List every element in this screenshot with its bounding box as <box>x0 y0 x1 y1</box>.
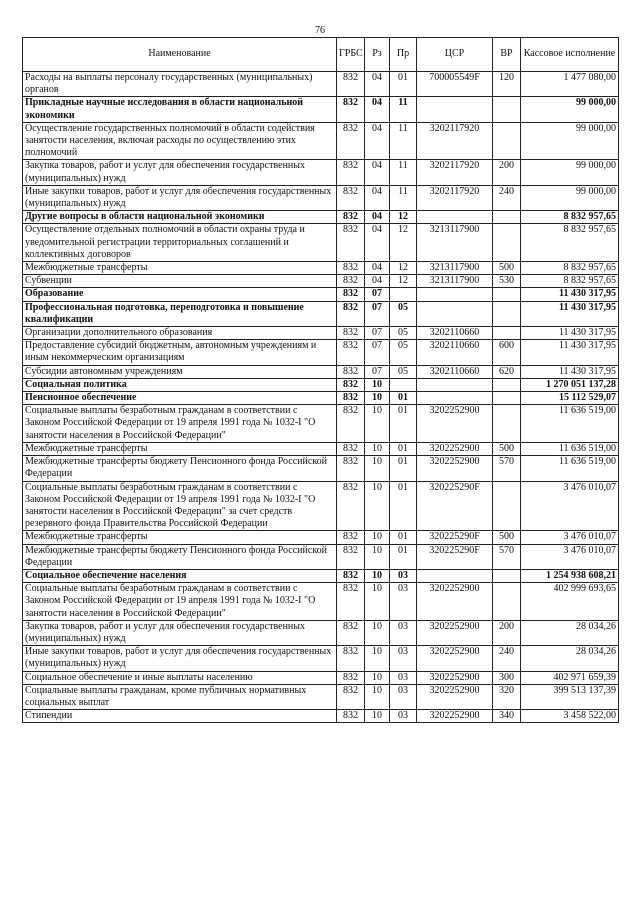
row-rz: 07 <box>365 288 390 301</box>
row-grbs: 832 <box>337 301 365 326</box>
row-csr: 3202252900 <box>417 405 493 443</box>
table-header-row <box>23 38 619 72</box>
row-rz: 04 <box>365 160 390 185</box>
row-vr: 500 <box>493 531 521 544</box>
row-csr: 320225290F <box>417 531 493 544</box>
header-amount: Кассовое исполнение <box>521 38 619 72</box>
row-amount: 8 832 957,65 <box>521 224 619 262</box>
row-amount: 399 513 137,39 <box>521 684 619 709</box>
row-csr <box>417 288 493 301</box>
row-rz: 04 <box>365 185 390 210</box>
row-vr <box>493 211 521 224</box>
row-amount: 11 636 519,00 <box>521 456 619 481</box>
row-name: Межбюджетные трансферты бюджету Пенсионного фонда Российской Федерации <box>23 456 337 481</box>
row-name: Стипендии <box>23 710 337 723</box>
row-grbs: 832 <box>337 185 365 210</box>
row-csr: 700005549F <box>417 72 493 97</box>
table-row <box>23 185 619 210</box>
row-grbs: 832 <box>337 710 365 723</box>
row-vr <box>493 405 521 443</box>
table-row <box>23 365 619 378</box>
row-csr: 3202110660 <box>417 365 493 378</box>
row-name: Субсидии автономным учреждениям <box>23 365 337 378</box>
row-rz: 04 <box>365 275 390 288</box>
row-grbs: 832 <box>337 340 365 365</box>
row-amount: 11 430 317,95 <box>521 327 619 340</box>
row-vr <box>493 392 521 405</box>
row-pr: 03 <box>390 710 417 723</box>
row-csr: 3202252900 <box>417 684 493 709</box>
row-grbs: 832 <box>337 671 365 684</box>
row-grbs: 832 <box>337 531 365 544</box>
row-amount: 15 112 529,07 <box>521 392 619 405</box>
row-pr <box>390 378 417 391</box>
row-rz: 10 <box>365 378 390 391</box>
row-vr: 240 <box>493 646 521 671</box>
row-grbs: 832 <box>337 684 365 709</box>
row-rz: 10 <box>365 442 390 455</box>
row-amount: 3 476 010,07 <box>521 531 619 544</box>
row-grbs: 832 <box>337 224 365 262</box>
row-grbs: 832 <box>337 405 365 443</box>
row-amount: 11 430 317,95 <box>521 365 619 378</box>
row-name: Межбюджетные трансферты <box>23 531 337 544</box>
row-rz: 10 <box>365 671 390 684</box>
table-row <box>23 583 619 621</box>
row-pr: 05 <box>390 327 417 340</box>
row-vr: 120 <box>493 72 521 97</box>
row-grbs: 832 <box>337 442 365 455</box>
row-csr: 3202252900 <box>417 710 493 723</box>
row-grbs: 832 <box>337 583 365 621</box>
table-row <box>23 378 619 391</box>
row-amount: 8 832 957,65 <box>521 211 619 224</box>
row-rz: 10 <box>365 456 390 481</box>
row-vr: 340 <box>493 710 521 723</box>
table-row <box>23 531 619 544</box>
row-pr: 01 <box>390 481 417 531</box>
row-amount: 8 832 957,65 <box>521 275 619 288</box>
row-name: Образование <box>23 288 337 301</box>
row-vr <box>493 224 521 262</box>
row-vr: 320 <box>493 684 521 709</box>
header-csr: ЦСР <box>417 38 493 72</box>
row-rz: 04 <box>365 211 390 224</box>
row-vr <box>493 97 521 122</box>
row-vr <box>493 569 521 582</box>
table-row <box>23 211 619 224</box>
header-grbs: ГРБС <box>337 38 365 72</box>
row-name: Межбюджетные трансферты <box>23 442 337 455</box>
row-vr: 570 <box>493 544 521 569</box>
row-csr: 320225290F <box>417 481 493 531</box>
row-rz: 07 <box>365 340 390 365</box>
table-row <box>23 646 619 671</box>
row-name: Предоставление субсидий бюджетным, автономным учреждениям и иным некоммерческим организациям <box>23 340 337 365</box>
row-grbs: 832 <box>337 569 365 582</box>
row-grbs: 832 <box>337 481 365 531</box>
row-pr: 03 <box>390 569 417 582</box>
header-pr: Пр <box>390 38 417 72</box>
row-csr: 3202110660 <box>417 340 493 365</box>
row-rz: 10 <box>365 392 390 405</box>
row-grbs: 832 <box>337 72 365 97</box>
row-csr <box>417 378 493 391</box>
row-csr: 3213117900 <box>417 262 493 275</box>
row-csr: 320225290F <box>417 544 493 569</box>
row-amount: 3 458 522,00 <box>521 710 619 723</box>
page-number: 76 <box>315 25 325 36</box>
row-grbs: 832 <box>337 211 365 224</box>
row-name: Организации дополнительного образования <box>23 327 337 340</box>
row-csr: 3202110660 <box>417 327 493 340</box>
row-amount: 11 430 317,95 <box>521 301 619 326</box>
row-pr: 05 <box>390 301 417 326</box>
row-name: Социальное обеспечение и иные выплаты населению <box>23 671 337 684</box>
row-pr: 11 <box>390 160 417 185</box>
header-name: Наименование <box>23 38 337 72</box>
row-csr: 3202117920 <box>417 160 493 185</box>
row-csr: 3213117900 <box>417 275 493 288</box>
table-row <box>23 340 619 365</box>
row-grbs: 832 <box>337 646 365 671</box>
row-grbs: 832 <box>337 365 365 378</box>
table-row <box>23 275 619 288</box>
row-vr: 240 <box>493 185 521 210</box>
row-rz: 10 <box>365 710 390 723</box>
row-amount: 3 476 010,07 <box>521 481 619 531</box>
table-row <box>23 301 619 326</box>
row-amount: 402 999 693,65 <box>521 583 619 621</box>
row-rz: 10 <box>365 569 390 582</box>
row-vr: 300 <box>493 671 521 684</box>
row-pr: 01 <box>390 544 417 569</box>
row-pr: 03 <box>390 671 417 684</box>
row-grbs: 832 <box>337 288 365 301</box>
row-name: Профессиональная подготовка, переподготовка и повышение квалификации <box>23 301 337 326</box>
row-vr: 600 <box>493 340 521 365</box>
table-row <box>23 710 619 723</box>
table-row <box>23 392 619 405</box>
row-pr: 03 <box>390 684 417 709</box>
table-row <box>23 72 619 97</box>
row-csr: 3213117900 <box>417 224 493 262</box>
row-name: Иные закупки товаров, работ и услуг для обеспечения государственных (муниципальных) нужд <box>23 185 337 210</box>
row-amount: 11 430 317,95 <box>521 288 619 301</box>
row-name: Межбюджетные трансферты <box>23 262 337 275</box>
row-grbs: 832 <box>337 97 365 122</box>
row-amount: 1 254 938 608,21 <box>521 569 619 582</box>
row-csr <box>417 569 493 582</box>
row-amount: 11 636 519,00 <box>521 405 619 443</box>
row-pr: 11 <box>390 97 417 122</box>
table-row <box>23 262 619 275</box>
row-amount: 402 971 659,39 <box>521 671 619 684</box>
row-name: Закупка товаров, работ и услуг для обеспечения государственных (муниципальных) нужд <box>23 620 337 645</box>
row-name: Расходы на выплаты персоналу государственных (муниципальных) органов <box>23 72 337 97</box>
row-pr: 01 <box>390 392 417 405</box>
row-pr: 11 <box>390 185 417 210</box>
row-csr: 3202117920 <box>417 122 493 160</box>
row-pr: 03 <box>390 620 417 645</box>
row-pr: 01 <box>390 442 417 455</box>
row-name: Другие вопросы в области национальной экономики <box>23 211 337 224</box>
row-rz: 07 <box>365 301 390 326</box>
row-amount: 1 270 051 137,28 <box>521 378 619 391</box>
row-csr <box>417 301 493 326</box>
row-vr <box>493 122 521 160</box>
row-amount: 28 034,26 <box>521 620 619 645</box>
row-pr: 05 <box>390 340 417 365</box>
row-rz: 04 <box>365 122 390 160</box>
row-rz: 10 <box>365 405 390 443</box>
table-row <box>23 671 619 684</box>
row-pr: 12 <box>390 275 417 288</box>
row-csr: 3202252900 <box>417 583 493 621</box>
table-row <box>23 456 619 481</box>
row-name: Межбюджетные трансферты бюджету Пенсионного фонда Российской Федерации <box>23 544 337 569</box>
table-row <box>23 288 619 301</box>
row-vr <box>493 481 521 531</box>
row-rz: 04 <box>365 224 390 262</box>
table-body <box>23 72 619 723</box>
row-pr: 12 <box>390 262 417 275</box>
row-amount: 99 000,00 <box>521 185 619 210</box>
row-grbs: 832 <box>337 160 365 185</box>
row-pr: 03 <box>390 583 417 621</box>
row-amount: 11 636 519,00 <box>521 442 619 455</box>
row-name: Закупка товаров, работ и услуг для обеспечения государственных (муниципальных) нужд <box>23 160 337 185</box>
row-pr: 01 <box>390 72 417 97</box>
row-rz: 10 <box>365 481 390 531</box>
row-amount: 99 000,00 <box>521 160 619 185</box>
row-name: Иные закупки товаров, работ и услуг для обеспечения государственных (муниципальных) нужд <box>23 646 337 671</box>
table-row <box>23 481 619 531</box>
row-pr: 01 <box>390 405 417 443</box>
table-row <box>23 620 619 645</box>
row-csr: 3202252900 <box>417 442 493 455</box>
row-rz: 10 <box>365 646 390 671</box>
row-vr <box>493 301 521 326</box>
row-vr: 200 <box>493 160 521 185</box>
row-grbs: 832 <box>337 262 365 275</box>
row-vr: 530 <box>493 275 521 288</box>
row-name: Пенсионное обеспечение <box>23 392 337 405</box>
row-pr: 11 <box>390 122 417 160</box>
row-csr: 3202252900 <box>417 646 493 671</box>
row-grbs: 832 <box>337 275 365 288</box>
row-grbs: 832 <box>337 378 365 391</box>
row-pr: 01 <box>390 531 417 544</box>
table-row <box>23 544 619 569</box>
table-row <box>23 569 619 582</box>
row-csr: 3202117920 <box>417 185 493 210</box>
row-pr <box>390 288 417 301</box>
row-csr: 3202252900 <box>417 671 493 684</box>
row-name: Субвенции <box>23 275 337 288</box>
row-name: Социальные выплаты безработным гражданам в соответствии с Законом Российской Федерации от 19 апреля 1991 года № 1032-I "О занятости населения в Российской Федерации" <box>23 583 337 621</box>
row-name: Социальные выплаты безработным гражданам в соответствии с Законом Российской Федерации от 19 апреля 1991 года № 1032-I "О занятости населения в Российской Федерации" <box>23 405 337 443</box>
row-name: Социальное обеспечение населения <box>23 569 337 582</box>
row-name: Осуществление отдельных полномочий в области охраны труда и уведомительной регистрации территориальных соглашений и коллективных договоров <box>23 224 337 262</box>
table-row <box>23 405 619 443</box>
row-pr: 03 <box>390 646 417 671</box>
row-rz: 04 <box>365 262 390 275</box>
row-vr <box>493 288 521 301</box>
row-amount: 99 000,00 <box>521 122 619 160</box>
table-row <box>23 684 619 709</box>
row-vr <box>493 378 521 391</box>
row-rz: 10 <box>365 684 390 709</box>
table-row <box>23 327 619 340</box>
row-name: Социальные выплаты гражданам, кроме публичных нормативных социальных выплат <box>23 684 337 709</box>
row-grbs: 832 <box>337 392 365 405</box>
row-vr: 500 <box>493 442 521 455</box>
row-vr: 500 <box>493 262 521 275</box>
row-rz: 10 <box>365 620 390 645</box>
row-rz: 07 <box>365 327 390 340</box>
row-grbs: 832 <box>337 544 365 569</box>
row-rz: 04 <box>365 97 390 122</box>
table-row <box>23 224 619 262</box>
table-row <box>23 97 619 122</box>
row-grbs: 832 <box>337 122 365 160</box>
row-amount: 11 430 317,95 <box>521 340 619 365</box>
row-vr: 620 <box>493 365 521 378</box>
budget-execution-table <box>22 37 619 723</box>
row-name: Социальная политика <box>23 378 337 391</box>
row-grbs: 832 <box>337 620 365 645</box>
row-amount: 3 476 010,07 <box>521 544 619 569</box>
row-rz: 10 <box>365 531 390 544</box>
table-row <box>23 442 619 455</box>
row-rz: 10 <box>365 583 390 621</box>
row-vr <box>493 583 521 621</box>
row-amount: 99 000,00 <box>521 97 619 122</box>
row-pr: 12 <box>390 224 417 262</box>
row-csr: 3202252900 <box>417 456 493 481</box>
row-rz: 07 <box>365 365 390 378</box>
row-pr: 05 <box>390 365 417 378</box>
table-row <box>23 160 619 185</box>
row-amount: 28 034,26 <box>521 646 619 671</box>
row-rz: 10 <box>365 544 390 569</box>
row-grbs: 832 <box>337 327 365 340</box>
row-name: Осуществление государственных полномочий в области содействия занятости населения, включая расходы по осуществлению этих полномочий <box>23 122 337 160</box>
row-csr <box>417 97 493 122</box>
row-pr: 01 <box>390 456 417 481</box>
row-amount: 1 477 080,00 <box>521 72 619 97</box>
table-row <box>23 122 619 160</box>
row-vr: 200 <box>493 620 521 645</box>
row-grbs: 832 <box>337 456 365 481</box>
row-name: Социальные выплаты безработным гражданам в соответствии с Законом Российской Федерации от 19 апреля 1991 года № 1032-I "О занятости населения в Российской Федерации" за счет средств резервного фонда Правительства Российской Федерации <box>23 481 337 531</box>
row-pr: 12 <box>390 211 417 224</box>
row-csr <box>417 211 493 224</box>
header-rz: Рз <box>365 38 390 72</box>
row-vr <box>493 327 521 340</box>
row-amount: 8 832 957,65 <box>521 262 619 275</box>
row-name: Прикладные научные исследования в области национальной экономики <box>23 97 337 122</box>
row-csr: 3202252900 <box>417 620 493 645</box>
row-vr: 570 <box>493 456 521 481</box>
header-vr: ВР <box>493 38 521 72</box>
row-rz: 04 <box>365 72 390 97</box>
row-csr <box>417 392 493 405</box>
